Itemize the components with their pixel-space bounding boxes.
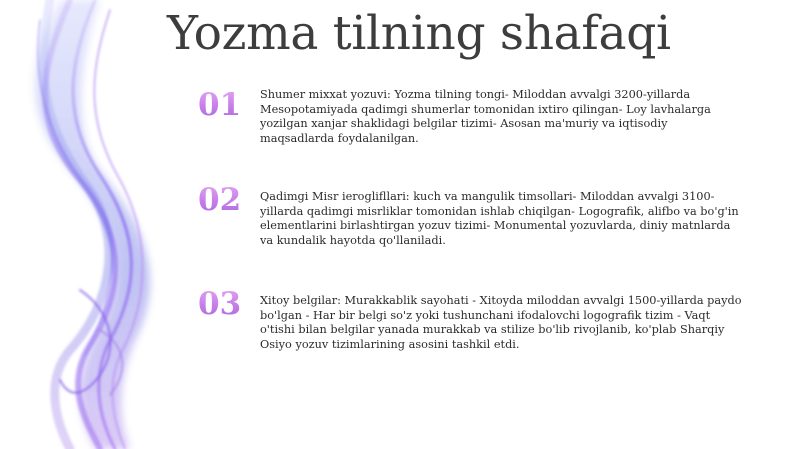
item-text: Qadimgi Misr ieroglifllari: kuch va mangulik timsollari- Miloddan avvalgi 3100-yillarda qadimgi misrliklar tomonidan ishlab chiqilgan- Logografik, alifbo va bo'g'in elementlarini birlashtirgan yozuv tizimi- Monumental yozuvlarda, diniy matnlarda va kundalik hayotda qo'llaniladi. <box>260 190 739 247</box>
slide-title: Yozma tilning shafaqi <box>167 6 671 61</box>
item-number: 03 <box>198 286 242 322</box>
item-text: Xitoy belgilar: Murakkablik sayohati - Xitoyda miloddan avvalgi 1500-yillarda paydo bo'lgan - Har bir belgi so'z yoki tushunchani ifodalovchi logografik tizim - Vaqt o'tishi bilan belgilar yanada murakkab va stilize bo'lib rivojlanib, ko'plab Sharqiy Osiyo yozuv tizimlarining asosini tashkil etdi. <box>260 294 742 351</box>
item-number: 01 <box>198 87 242 123</box>
smoke-ribbon-decoration <box>0 0 200 449</box>
item-number: 02 <box>198 182 242 218</box>
item-text: Shumer mixxat yozuvi: Yozma tilning tongi- Miloddan avvalgi 3200-yillarda Mesopotamiyada qadimgi shumerlar tomonidan ixtiro qilingan- Loy lavhalarga yozilgan xanjar shaklidagi belgilar tizimi- Asosan ma'muriy va iqtisodiy maqsadlarda foydalanilgan. <box>260 88 711 145</box>
